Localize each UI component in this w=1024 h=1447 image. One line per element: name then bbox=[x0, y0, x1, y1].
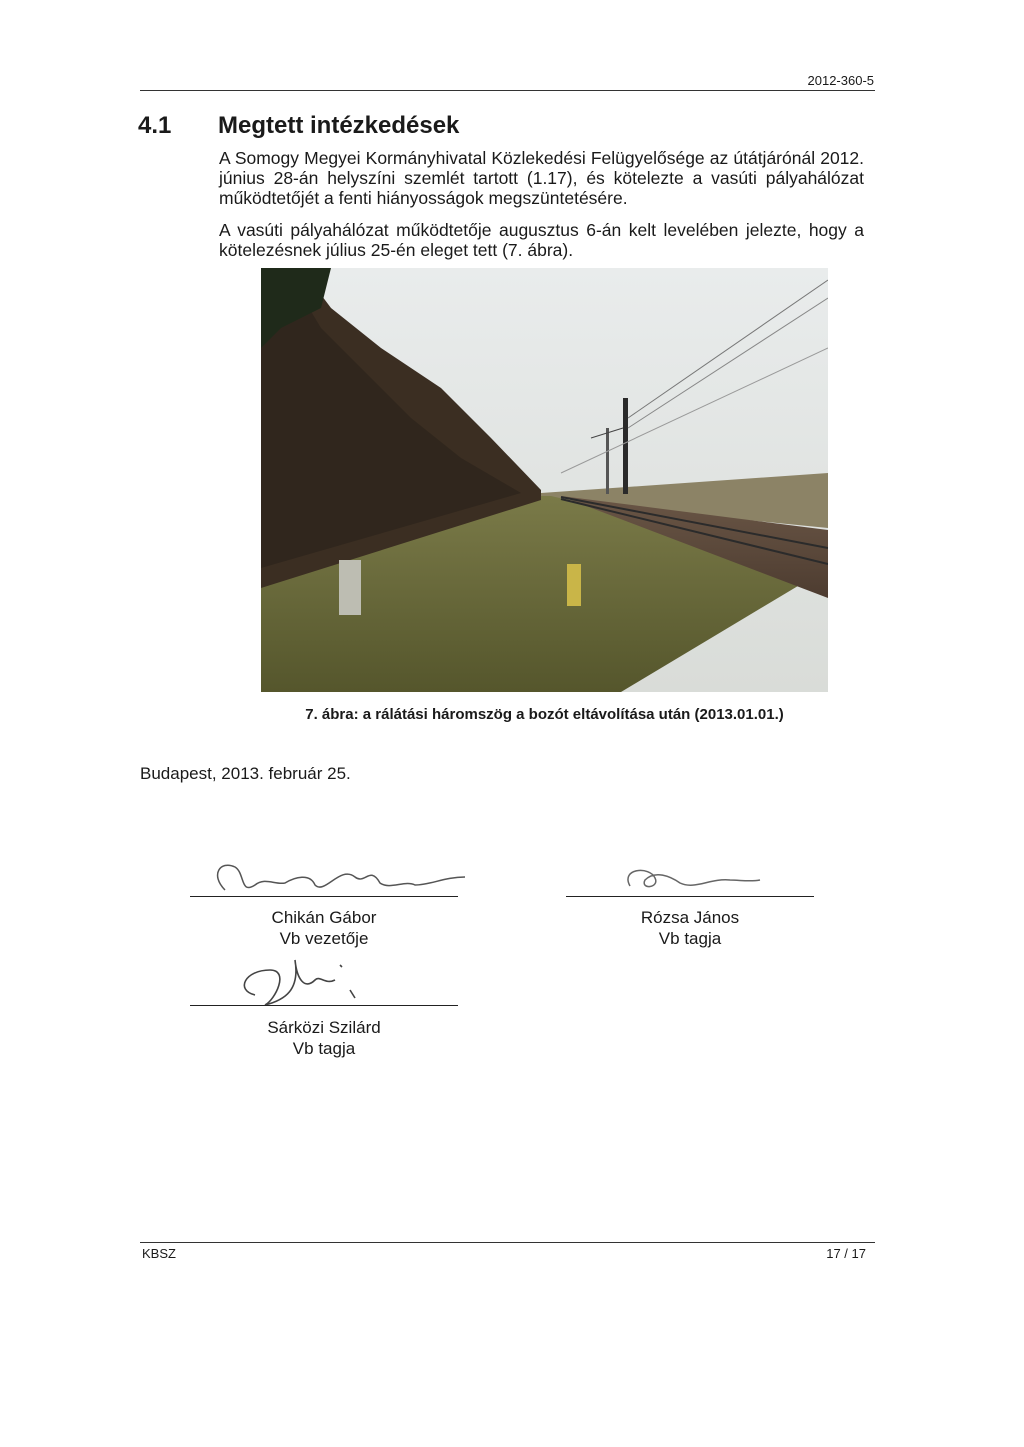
place-date: Budapest, 2013. február 25. bbox=[140, 764, 351, 783]
signature-scribble-2 bbox=[610, 858, 770, 898]
signature-line-1 bbox=[190, 896, 458, 897]
section-title: Megtett intézkedések bbox=[218, 112, 460, 139]
signatory-role: Vb tagja bbox=[292, 1039, 356, 1058]
paragraph-1: A Somogy Megyei Kormányhivatal Közlekedési Felügyelősége az útátjárónál 2012. június 28-án helyszíni szemlét tartott (1.17), és kötelezte a vasúti pályahálózat működtetőjét a fenti hiányosságok megszüntetésére. bbox=[219, 148, 864, 208]
signatory-name: Rózsa János bbox=[640, 908, 740, 927]
footer-org: KBSZ bbox=[142, 1246, 176, 1261]
signatory-role: Vb tagja bbox=[658, 929, 722, 948]
section-number: 4.1 bbox=[138, 112, 172, 139]
signatory-2 bbox=[566, 907, 814, 949]
signature-line-3 bbox=[190, 1005, 458, 1006]
signatory-3 bbox=[190, 1017, 458, 1059]
signature-scribble-1 bbox=[195, 855, 475, 905]
document-id: 2012-360-5 bbox=[807, 73, 874, 88]
railway-photo bbox=[261, 268, 828, 692]
footer-rule bbox=[140, 1242, 875, 1243]
signatory-1 bbox=[190, 907, 458, 949]
footer-page-number: 17 / 17 bbox=[826, 1246, 866, 1261]
signatory-name: Chikán Gábor bbox=[271, 908, 377, 927]
signatory-name: Sárközi Szilárd bbox=[267, 1018, 381, 1037]
signature-scribble-3 bbox=[225, 950, 375, 1012]
signatory-role: Vb vezetője bbox=[279, 929, 369, 948]
signature-line-2 bbox=[566, 896, 814, 897]
paragraph-2: A vasúti pályahálózat működtetője augusztus 6-án kelt levelében jelezte, hogy a kötelezésnek július 25-én eleget tett (7. ábra). bbox=[219, 220, 864, 260]
figure-caption: 7. ábra: a rálátási háromszög a bozót eltávolítása után (2013.01.01.) bbox=[305, 706, 784, 723]
header-rule bbox=[140, 90, 875, 91]
